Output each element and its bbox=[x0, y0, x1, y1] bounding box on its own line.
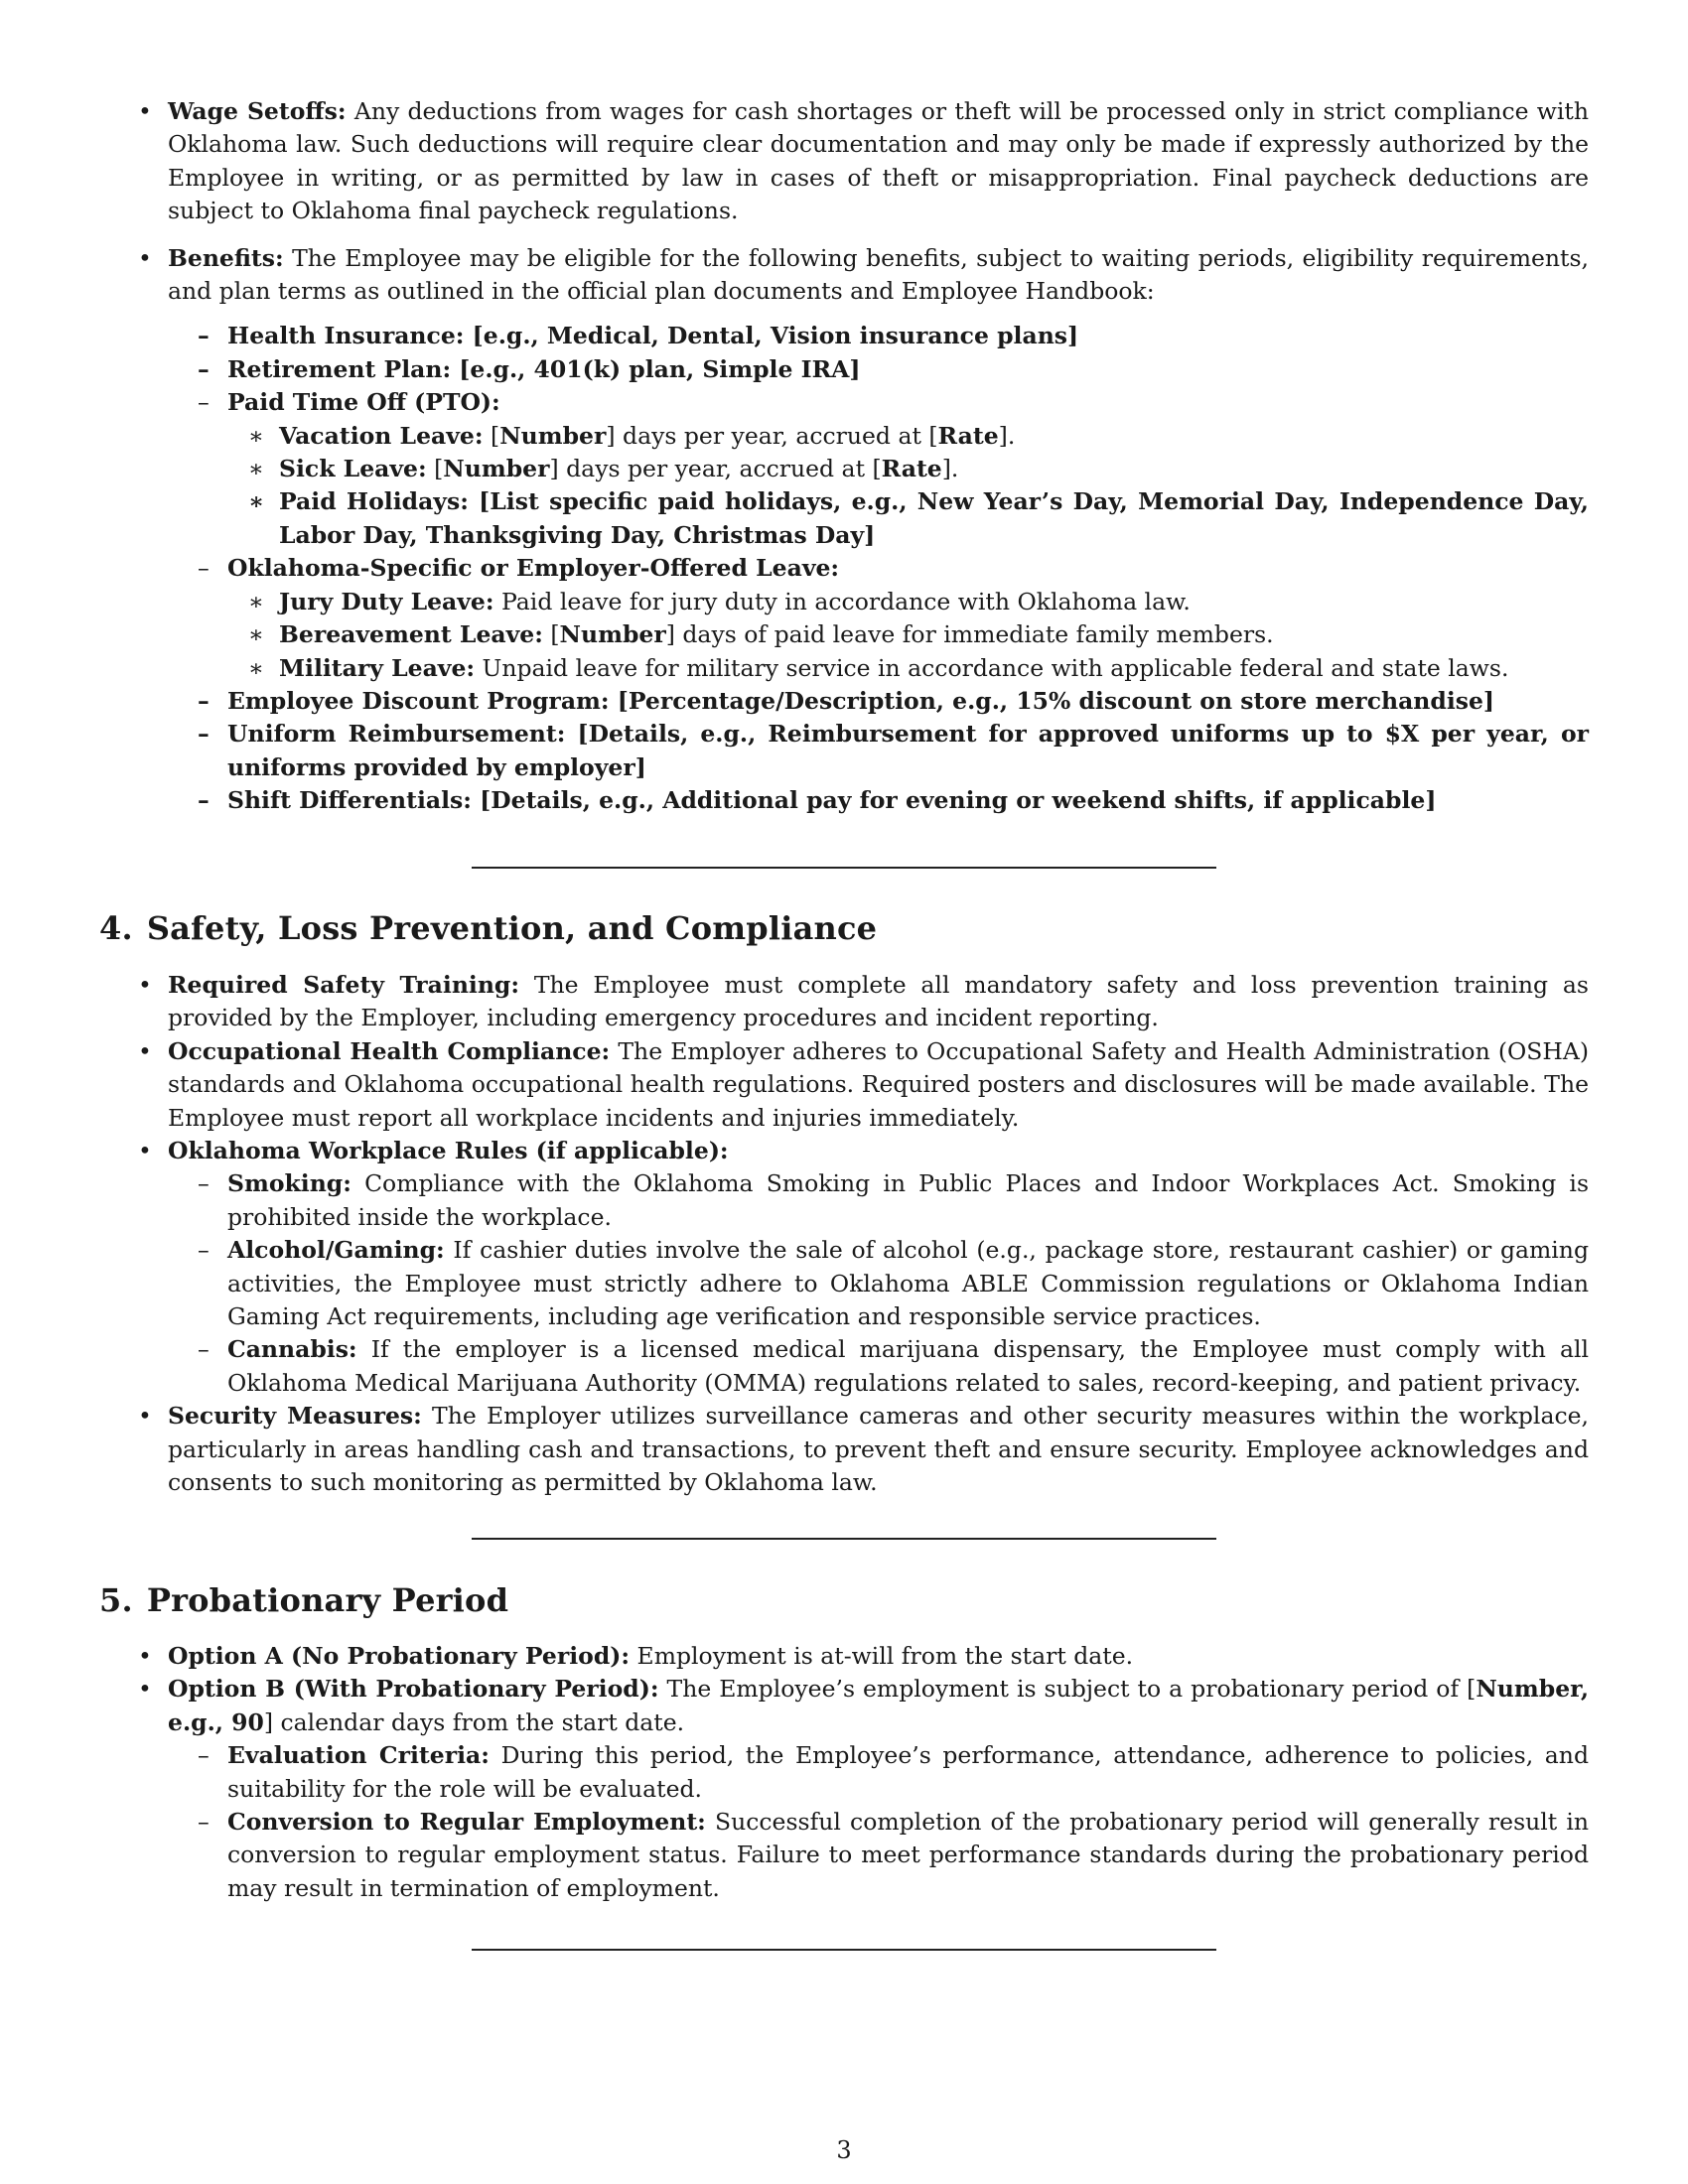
military-leave-item: ∗ Military Leave: Unpaid leave for military service in accordance with applicable federal and state laws. bbox=[227, 652, 1589, 685]
section-4-body bbox=[99, 969, 1589, 1500]
employee-discount-item: – Employee Discount Program: [Percentage/Description, e.g., 15% discount on store merchandise] bbox=[168, 685, 1589, 718]
shift-differentials-item: – Shift Differentials: [Details, e.g., Additional pay for evening or weekend shifts, if applicable] bbox=[168, 784, 1589, 817]
evaluation-criteria-item: – Evaluation Criteria: During this period, the Employee’s performance, attendance, adherence to policies, and suitability for the role will be evaluated. bbox=[168, 1739, 1589, 1806]
oklahoma-leave-item: – Oklahoma-Specific or Employer-Offered Leave: ∗ Jury Duty Leave: Paid leave for jury duty in accordance with Oklahoma law. ∗ Bereavement Leave: [Number] days of paid leave for immediate family members. ∗ Military Leave: Unpaid leave for military service in accordance with applicable federal and state laws. bbox=[168, 552, 1589, 685]
occupational-health-item: • Occupational Health Compliance: The Employer adheres to Occupational Safety and Health Administration (OSHA) standards and Oklahoma occupational health regulations. Required posters and disclosures will be made available. The Employee must report all workplace incidents and injuries immediately. bbox=[99, 1035, 1589, 1135]
option-b-item: • Option B (With Probationary Period): The Employee’s employment is subject to a probationary period of [Number, e.g., 90] calendar days from the start date. – Evaluation Criteria: During this period, the Employee’s performance, attendance, adherence to policies, and suitability for the role will be evaluated. – Conversion to Regular Employment: Successful completion of the probationary period will generally result in conversion to regular employment status. Failure to meet performance standards during the probationary period may result in termination of employment. bbox=[99, 1673, 1589, 1905]
section-divider bbox=[472, 1538, 1216, 1540]
section-divider bbox=[472, 1949, 1216, 1951]
jury-duty-item: ∗ Jury Duty Leave: Paid leave for jury duty in accordance with Oklahoma law. bbox=[227, 586, 1589, 618]
section-5-heading: 5. Probationary Period bbox=[99, 1581, 509, 1619]
wage-setoffs-text: Any deductions from wages for cash shortages or theft will be processed only in strict compliance with Oklahoma law. Such deductions will require clear documentation and may only be made if expressly authorized by the Employee in writing, or as permitted by law in cases of theft or misappropriation. Final paycheck deductions are subject to Oklahoma final paycheck regulations. bbox=[168, 97, 1589, 225]
section-5-body bbox=[99, 1640, 1589, 1905]
section-4-heading: 4. Safety, Loss Prevention, and Compliance bbox=[99, 909, 878, 947]
benefits-text: The Employee may be eligible for the following benefits, subject to waiting periods, eligibility requirements, and plan terms as outlined in the official plan documents and Employee Handbook: bbox=[168, 243, 1589, 306]
wage-setoffs-item bbox=[99, 95, 1589, 228]
paid-holidays-item: ∗ Paid Holidays: [List specific paid holidays, e.g., New Year’s Day, Memorial Day, Independence Day, Labor Day, Thanksgiving Day, Christmas Day] bbox=[227, 485, 1589, 552]
smoking-item: – Smoking: Compliance with the Oklahoma Smoking in Public Places and Indoor Workplaces Act. Smoking is prohibited inside the workplace. bbox=[168, 1167, 1589, 1234]
wage-setoffs-label: Wage Setoffs: bbox=[168, 97, 347, 125]
section-divider bbox=[472, 867, 1216, 869]
pto-item: – Paid Time Off (PTO): ∗ Vacation Leave: [Number] days per year, accrued at [Rate]. ∗ Sick Leave: [Number] days per year, accrued at [Rate]. ∗ Paid Holidays: [List specific paid holidays, e.g., New Year’s Day, Memorial Day, Independence Day, Labor Day, Thanksgiving Day, Christmas Day] bbox=[168, 386, 1589, 552]
benefits-block bbox=[99, 95, 1589, 818]
benefits-label: Benefits: bbox=[168, 243, 284, 272]
conversion-item: – Conversion to Regular Employment: Successful completion of the probationary period will generally result in conversion to regular employment status. Failure to meet performance standards during the probationary period may result in termination of employment. bbox=[168, 1806, 1589, 1905]
health-insurance-item: – Health Insurance: [e.g., Medical, Dental, Vision insurance plans] bbox=[168, 320, 1589, 352]
benefits-item bbox=[99, 242, 1589, 818]
sick-leave-item: ∗ Sick Leave: [Number] days per year, accrued at [Rate]. bbox=[227, 453, 1589, 485]
workplace-rules-item: • Oklahoma Workplace Rules (if applicable): – Smoking: Compliance with the Oklahoma Smoking in Public Places and Indoor Workplaces Act. Smoking is prohibited inside the workplace. – Alcohol/Gaming: If cashier duties involve the sale of alcohol (e.g., package store, restaurant cashier) or gaming activities, the Employee must strictly adhere to Oklahoma ABLE Commission regulations or Oklahoma Indian Gaming Act requirements, including age verification and responsible service practices. – Cannabis: If the employer is a licensed medical marijuana dispensary, the Employee must comply with all Oklahoma Medical Marijuana Authority (OMMA) regulations related to sales, record-keeping, and patient privacy. bbox=[99, 1135, 1589, 1400]
security-measures-item: • Security Measures: The Employer utilizes surveillance cameras and other security measures within the workplace, particularly in areas handling cash and transactions, to prevent theft and ensure security. Employee acknowledges and consents to such monitoring as permitted by Oklahoma law. bbox=[99, 1400, 1589, 1499]
cannabis-item: – Cannabis: If the employer is a licensed medical marijuana dispensary, the Employee must comply with all Oklahoma Medical Marijuana Authority (OMMA) regulations related to sales, record-keeping, and patient privacy. bbox=[168, 1333, 1589, 1400]
uniform-reimbursement-item: – Uniform Reimbursement: [Details, e.g., Reimbursement for approved uniforms up to $X per year, or uniforms provided by employer] bbox=[168, 718, 1589, 784]
bereavement-item: ∗ Bereavement Leave: [Number] days of paid leave for immediate family members. bbox=[227, 618, 1589, 651]
alcohol-gaming-item: – Alcohol/Gaming: If cashier duties involve the sale of alcohol (e.g., package store, restaurant cashier) or gaming activities, the Employee must strictly adhere to Oklahoma ABLE Commission regulations or Oklahoma Indian Gaming Act requirements, including age verification and responsible service practices. bbox=[168, 1234, 1589, 1333]
option-a-item: • Option A (No Probationary Period): Employment is at-will from the start date. bbox=[99, 1640, 1589, 1673]
page-number: 3 bbox=[836, 2136, 852, 2164]
safety-training-item: • Required Safety Training: The Employee must complete all mandatory safety and loss prevention training as provided by the Employer, including emergency procedures and incident reporting. bbox=[99, 969, 1589, 1035]
vacation-leave-item: ∗ Vacation Leave: [Number] days per year, accrued at [Rate]. bbox=[227, 420, 1589, 453]
retirement-plan-item: – Retirement Plan: [e.g., 401(k) plan, Simple IRA] bbox=[168, 353, 1589, 386]
